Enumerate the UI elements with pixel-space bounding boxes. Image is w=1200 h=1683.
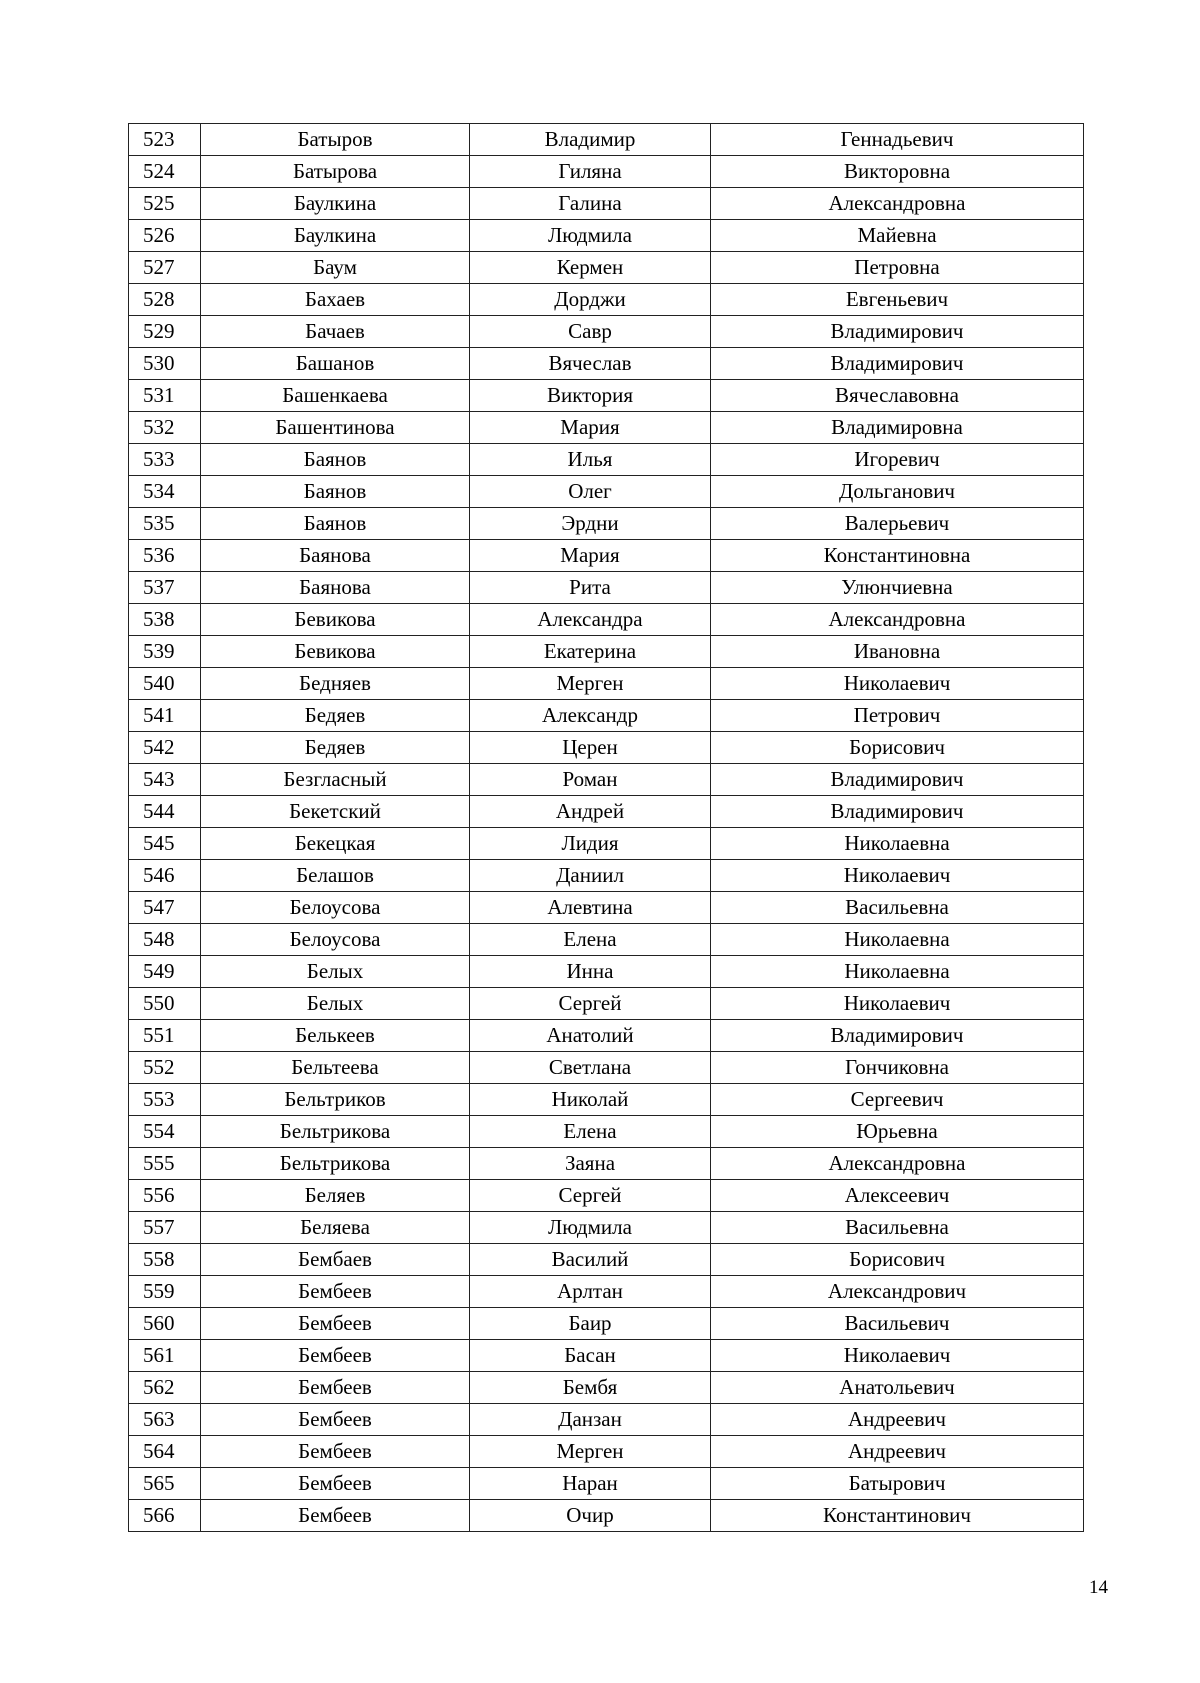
- last-name-cell: Бембеев: [201, 1404, 470, 1436]
- row-number-cell: 558: [129, 1244, 201, 1276]
- last-name-cell: Баум: [201, 252, 470, 284]
- table-row: [129, 732, 1084, 764]
- table-row: [129, 156, 1084, 188]
- last-name-cell: Бельтриков: [201, 1084, 470, 1116]
- patronymic-cell: Васильевич: [711, 1308, 1084, 1340]
- first-name-cell: Елена: [470, 924, 711, 956]
- first-name-cell: Очир: [470, 1500, 711, 1532]
- last-name-cell: Баянов: [201, 508, 470, 540]
- patronymic-cell: Владимирович: [711, 1020, 1084, 1052]
- patronymic-cell: Владимирович: [711, 764, 1084, 796]
- patronymic-cell: Андреевич: [711, 1404, 1084, 1436]
- last-name-cell: Баянова: [201, 572, 470, 604]
- row-number-cell: 559: [129, 1276, 201, 1308]
- first-name-cell: Алевтина: [470, 892, 711, 924]
- row-number-cell: 550: [129, 988, 201, 1020]
- table-row: [129, 1116, 1084, 1148]
- patronymic-cell: Геннадьевич: [711, 124, 1084, 156]
- row-number-cell: 560: [129, 1308, 201, 1340]
- first-name-cell: Дорджи: [470, 284, 711, 316]
- row-number-cell: 539: [129, 636, 201, 668]
- patronymic-cell: Владимирович: [711, 316, 1084, 348]
- patronymic-cell: Владимировна: [711, 412, 1084, 444]
- first-name-cell: Людмила: [470, 1212, 711, 1244]
- table-row: [129, 316, 1084, 348]
- last-name-cell: Бедняев: [201, 668, 470, 700]
- names-table: [128, 123, 1084, 1532]
- first-name-cell: Виктория: [470, 380, 711, 412]
- first-name-cell: Андрей: [470, 796, 711, 828]
- row-number-cell: 555: [129, 1148, 201, 1180]
- last-name-cell: Бембеев: [201, 1468, 470, 1500]
- row-number-cell: 548: [129, 924, 201, 956]
- table-row: [129, 668, 1084, 700]
- last-name-cell: Бевикова: [201, 636, 470, 668]
- last-name-cell: Бембеев: [201, 1436, 470, 1468]
- patronymic-cell: Николаевна: [711, 828, 1084, 860]
- row-number-cell: 531: [129, 380, 201, 412]
- first-name-cell: Светлана: [470, 1052, 711, 1084]
- last-name-cell: Бекецкая: [201, 828, 470, 860]
- first-name-cell: Александра: [470, 604, 711, 636]
- row-number-cell: 530: [129, 348, 201, 380]
- last-name-cell: Бахаев: [201, 284, 470, 316]
- first-name-cell: Вячеслав: [470, 348, 711, 380]
- first-name-cell: Церен: [470, 732, 711, 764]
- last-name-cell: Белашов: [201, 860, 470, 892]
- last-name-cell: Белых: [201, 988, 470, 1020]
- last-name-cell: Белоусова: [201, 892, 470, 924]
- last-name-cell: Белых: [201, 956, 470, 988]
- last-name-cell: Белоусова: [201, 924, 470, 956]
- table-row: [129, 124, 1084, 156]
- last-name-cell: Белькеев: [201, 1020, 470, 1052]
- first-name-cell: Николай: [470, 1084, 711, 1116]
- patronymic-cell: Борисович: [711, 732, 1084, 764]
- patronymic-cell: Гончиковна: [711, 1052, 1084, 1084]
- first-name-cell: Данзан: [470, 1404, 711, 1436]
- patronymic-cell: Александрович: [711, 1276, 1084, 1308]
- first-name-cell: Людмила: [470, 220, 711, 252]
- last-name-cell: Бембеев: [201, 1372, 470, 1404]
- row-number-cell: 538: [129, 604, 201, 636]
- table-row: [129, 860, 1084, 892]
- table-row: [129, 1180, 1084, 1212]
- first-name-cell: Елена: [470, 1116, 711, 1148]
- first-name-cell: Рита: [470, 572, 711, 604]
- last-name-cell: Бельтрикова: [201, 1148, 470, 1180]
- last-name-cell: Баянов: [201, 476, 470, 508]
- last-name-cell: Баулкина: [201, 220, 470, 252]
- table-row: [129, 956, 1084, 988]
- table-row: [129, 476, 1084, 508]
- first-name-cell: Илья: [470, 444, 711, 476]
- row-number-cell: 553: [129, 1084, 201, 1116]
- first-name-cell: Мария: [470, 412, 711, 444]
- row-number-cell: 564: [129, 1436, 201, 1468]
- row-number-cell: 534: [129, 476, 201, 508]
- last-name-cell: Башанов: [201, 348, 470, 380]
- row-number-cell: 562: [129, 1372, 201, 1404]
- row-number-cell: 524: [129, 156, 201, 188]
- last-name-cell: Бедяев: [201, 732, 470, 764]
- table-row: [129, 892, 1084, 924]
- first-name-cell: Эрдни: [470, 508, 711, 540]
- patronymic-cell: Александровна: [711, 604, 1084, 636]
- last-name-cell: Башенкаева: [201, 380, 470, 412]
- first-name-cell: Баир: [470, 1308, 711, 1340]
- table-row: [129, 924, 1084, 956]
- row-number-cell: 526: [129, 220, 201, 252]
- table-row: [129, 1404, 1084, 1436]
- table-row: [129, 1148, 1084, 1180]
- table-row: [129, 1468, 1084, 1500]
- row-number-cell: 537: [129, 572, 201, 604]
- row-number-cell: 529: [129, 316, 201, 348]
- patronymic-cell: Борисович: [711, 1244, 1084, 1276]
- patronymic-cell: Николаевна: [711, 924, 1084, 956]
- row-number-cell: 551: [129, 1020, 201, 1052]
- table-row: [129, 1244, 1084, 1276]
- last-name-cell: Башентинова: [201, 412, 470, 444]
- patronymic-cell: Владимирович: [711, 348, 1084, 380]
- table-row: [129, 1500, 1084, 1532]
- first-name-cell: Гиляна: [470, 156, 711, 188]
- row-number-cell: 533: [129, 444, 201, 476]
- row-number-cell: 527: [129, 252, 201, 284]
- row-number-cell: 523: [129, 124, 201, 156]
- table-row: [129, 764, 1084, 796]
- patronymic-cell: Петрович: [711, 700, 1084, 732]
- names-table-body: [129, 124, 1084, 1532]
- table-row: [129, 380, 1084, 412]
- first-name-cell: Александр: [470, 700, 711, 732]
- row-number-cell: 561: [129, 1340, 201, 1372]
- last-name-cell: Бембеев: [201, 1500, 470, 1532]
- last-name-cell: Бевикова: [201, 604, 470, 636]
- last-name-cell: Безгласный: [201, 764, 470, 796]
- table-row: [129, 572, 1084, 604]
- last-name-cell: Беляев: [201, 1180, 470, 1212]
- table-row: [129, 252, 1084, 284]
- row-number-cell: 535: [129, 508, 201, 540]
- first-name-cell: Кермен: [470, 252, 711, 284]
- row-number-cell: 528: [129, 284, 201, 316]
- first-name-cell: Мария: [470, 540, 711, 572]
- first-name-cell: Мерген: [470, 668, 711, 700]
- table-row: [129, 508, 1084, 540]
- last-name-cell: Баянова: [201, 540, 470, 572]
- row-number-cell: 543: [129, 764, 201, 796]
- patronymic-cell: Улюнчиевна: [711, 572, 1084, 604]
- table-row: [129, 700, 1084, 732]
- row-number-cell: 566: [129, 1500, 201, 1532]
- patronymic-cell: Вячеславовна: [711, 380, 1084, 412]
- patronymic-cell: Викторовна: [711, 156, 1084, 188]
- row-number-cell: 546: [129, 860, 201, 892]
- row-number-cell: 536: [129, 540, 201, 572]
- patronymic-cell: Александровна: [711, 1148, 1084, 1180]
- table-row: [129, 540, 1084, 572]
- first-name-cell: Сергей: [470, 1180, 711, 1212]
- table-row: [129, 1308, 1084, 1340]
- first-name-cell: Басан: [470, 1340, 711, 1372]
- table-row: [129, 1276, 1084, 1308]
- patronymic-cell: Андреевич: [711, 1436, 1084, 1468]
- last-name-cell: Бембаев: [201, 1244, 470, 1276]
- table-row: [129, 988, 1084, 1020]
- table-row: [129, 1372, 1084, 1404]
- patronymic-cell: Васильевна: [711, 1212, 1084, 1244]
- last-name-cell: Бембеев: [201, 1276, 470, 1308]
- first-name-cell: Мерген: [470, 1436, 711, 1468]
- patronymic-cell: Васильевна: [711, 892, 1084, 924]
- table-row: [129, 1212, 1084, 1244]
- table-row: [129, 796, 1084, 828]
- patronymic-cell: Николаевич: [711, 860, 1084, 892]
- last-name-cell: Баянов: [201, 444, 470, 476]
- row-number-cell: 540: [129, 668, 201, 700]
- page-number: 14: [1089, 1577, 1108, 1598]
- first-name-cell: Роман: [470, 764, 711, 796]
- patronymic-cell: Николаевич: [711, 668, 1084, 700]
- patronymic-cell: Майевна: [711, 220, 1084, 252]
- patronymic-cell: Владимирович: [711, 796, 1084, 828]
- patronymic-cell: Батырович: [711, 1468, 1084, 1500]
- row-number-cell: 545: [129, 828, 201, 860]
- first-name-cell: Анатолий: [470, 1020, 711, 1052]
- row-number-cell: 549: [129, 956, 201, 988]
- patronymic-cell: Николаевич: [711, 1340, 1084, 1372]
- patronymic-cell: Сергеевич: [711, 1084, 1084, 1116]
- row-number-cell: 542: [129, 732, 201, 764]
- row-number-cell: 525: [129, 188, 201, 220]
- row-number-cell: 554: [129, 1116, 201, 1148]
- last-name-cell: Бельтеева: [201, 1052, 470, 1084]
- row-number-cell: 557: [129, 1212, 201, 1244]
- last-name-cell: Беляева: [201, 1212, 470, 1244]
- last-name-cell: Бельтрикова: [201, 1116, 470, 1148]
- last-name-cell: Бачаев: [201, 316, 470, 348]
- patronymic-cell: Константиновна: [711, 540, 1084, 572]
- table-row: [129, 412, 1084, 444]
- patronymic-cell: Константинович: [711, 1500, 1084, 1532]
- last-name-cell: Баулкина: [201, 188, 470, 220]
- patronymic-cell: Игоревич: [711, 444, 1084, 476]
- first-name-cell: Даниил: [470, 860, 711, 892]
- last-name-cell: Бекетский: [201, 796, 470, 828]
- row-number-cell: 544: [129, 796, 201, 828]
- row-number-cell: 556: [129, 1180, 201, 1212]
- row-number-cell: 563: [129, 1404, 201, 1436]
- patronymic-cell: Анатольевич: [711, 1372, 1084, 1404]
- first-name-cell: Лидия: [470, 828, 711, 860]
- first-name-cell: Бембя: [470, 1372, 711, 1404]
- table-row: [129, 444, 1084, 476]
- table-row: [129, 828, 1084, 860]
- last-name-cell: Бедяев: [201, 700, 470, 732]
- last-name-cell: Батырова: [201, 156, 470, 188]
- patronymic-cell: Алексеевич: [711, 1180, 1084, 1212]
- patronymic-cell: Александровна: [711, 188, 1084, 220]
- table-row: [129, 1020, 1084, 1052]
- table-row: [129, 636, 1084, 668]
- patronymic-cell: Николаевич: [711, 988, 1084, 1020]
- table-row: [129, 348, 1084, 380]
- table-row: [129, 604, 1084, 636]
- table-row: [129, 284, 1084, 316]
- first-name-cell: Заяна: [470, 1148, 711, 1180]
- table-row: [129, 188, 1084, 220]
- patronymic-cell: Евгеньевич: [711, 284, 1084, 316]
- first-name-cell: Олег: [470, 476, 711, 508]
- patronymic-cell: Петровна: [711, 252, 1084, 284]
- patronymic-cell: Юрьевна: [711, 1116, 1084, 1148]
- last-name-cell: Батыров: [201, 124, 470, 156]
- last-name-cell: Бембеев: [201, 1340, 470, 1372]
- first-name-cell: Наран: [470, 1468, 711, 1500]
- first-name-cell: Инна: [470, 956, 711, 988]
- first-name-cell: Василий: [470, 1244, 711, 1276]
- first-name-cell: Владимир: [470, 124, 711, 156]
- row-number-cell: 565: [129, 1468, 201, 1500]
- table-row: [129, 1052, 1084, 1084]
- last-name-cell: Бембеев: [201, 1308, 470, 1340]
- row-number-cell: 552: [129, 1052, 201, 1084]
- patronymic-cell: Валерьевич: [711, 508, 1084, 540]
- patronymic-cell: Ивановна: [711, 636, 1084, 668]
- patronymic-cell: Николаевна: [711, 956, 1084, 988]
- first-name-cell: Екатерина: [470, 636, 711, 668]
- row-number-cell: 532: [129, 412, 201, 444]
- table-row: [129, 1084, 1084, 1116]
- patronymic-cell: Дольганович: [711, 476, 1084, 508]
- table-row: [129, 1340, 1084, 1372]
- first-name-cell: Арлтан: [470, 1276, 711, 1308]
- first-name-cell: Сергей: [470, 988, 711, 1020]
- first-name-cell: Савр: [470, 316, 711, 348]
- row-number-cell: 547: [129, 892, 201, 924]
- table-row: [129, 1436, 1084, 1468]
- row-number-cell: 541: [129, 700, 201, 732]
- first-name-cell: Галина: [470, 188, 711, 220]
- table-row: [129, 220, 1084, 252]
